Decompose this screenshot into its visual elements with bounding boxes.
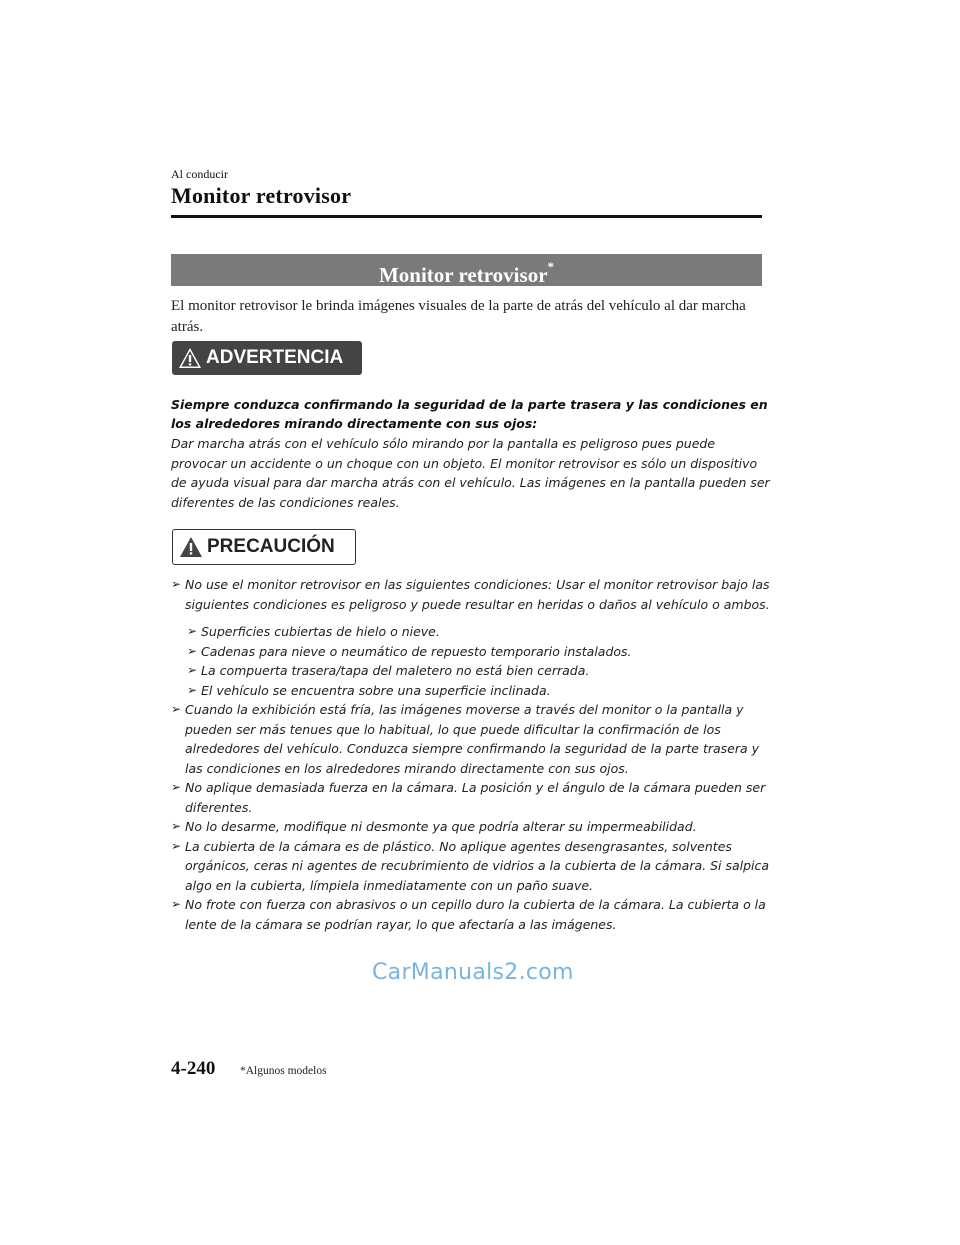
caution-triangle-icon <box>179 536 203 558</box>
section-kicker: Al conducir <box>171 167 228 181</box>
warning-badge <box>172 341 362 375</box>
arrow-bullet-icon: ➢ <box>171 838 182 853</box>
caution-badge <box>172 529 356 565</box>
arrow-bullet-icon: ➢ <box>171 819 182 833</box>
caution-label: PRECAUCIÓN <box>207 536 335 557</box>
warning-body: Dar marcha atrás con el vehículo sólo mirando por la pantalla es peligroso pues puede provocar un accidente o un choque con un objeto. El monitor retrovisor es sólo un dispositivo de ayuda visual para dar marcha atrás con el vehículo. Las imágenes en la pantalla pueden ser diferentes de las condiciones reales. <box>171 436 770 510</box>
list-item: ➢ No aplique demasiada fuerza en la cámara. La posición y el ángulo de la cámara pueden ser diferentes. <box>171 780 766 815</box>
warning-heading: Siempre conduzca confirmando la seguridad de la parte trasera y las condiciones en los alrededores mirando directamente con sus ojos: <box>171 397 768 431</box>
arrow-bullet-icon: ➢ <box>171 702 182 716</box>
warning-triangle-icon <box>178 347 202 369</box>
page-title: Monitor retrovisor <box>171 183 352 208</box>
caution-list <box>171 575 771 934</box>
section-banner <box>171 254 762 286</box>
arrow-bullet-icon: ➢ <box>171 897 182 911</box>
list-item: ➢ No use el monitor retrovisor en las siguientes condiciones: Usar el monitor retrovisor bajo las siguientes condiciones es peligroso y puede resultar en heridas o daños al vehículo o ambos. <box>171 577 770 612</box>
list-item: ➢ No frote con fuerza con abrasivos o un cepillo duro la cubierta de la cámara. La cubierta o la lente de la cámara se podrían rayar, lo que afectaría a las imágenes. <box>171 897 766 932</box>
arrow-bullet-icon: ➢ <box>187 663 198 677</box>
arrow-bullet-icon: ➢ <box>187 643 198 658</box>
warning-label: ADVERTENCIA <box>206 347 344 368</box>
banner-footnote-mark: * <box>547 259 555 274</box>
watermark-link[interactable]: CarManuals2.com <box>372 960 574 985</box>
page-number: 4-240 <box>171 1058 216 1079</box>
title-rule <box>171 215 762 218</box>
arrow-bullet-icon: ➢ <box>187 624 198 638</box>
arrow-bullet-icon: ➢ <box>171 780 182 794</box>
sub-list-item: ➢ Superficies cubiertas de hielo o nieve. <box>171 622 771 642</box>
list-item: ➢ La cubierta de la cámara es de plástico. No aplique agentes desengrasantes, solventes orgánicos, ceras ni agentes de recubrimiento de vidrios a la cubierta de la cámara. Si salpica algo en la cubierta, límpiela inmediatamente con un paño suave. <box>171 838 770 893</box>
footnote: *Algunos modelos <box>240 1065 327 1077</box>
list-item: ➢ Cuando la exhibición está fría, las imágenes moverse a través del monitor o la pantalla y pueden ser más tenues que lo habitual, lo que puede dificultar la confirmación de los alrededores del vehículo. Conduzca siempre confirmando la seguridad de la parte trasera y las condiciones en los alrededores mirando directamente con sus ojos. <box>171 702 760 776</box>
list-item: ➢ No lo desarme, modifique ni desmonte ya que podría alterar su impermeabilidad. <box>171 817 771 837</box>
arrow-bullet-icon: ➢ <box>171 577 182 591</box>
arrow-bullet-icon: ➢ <box>187 682 198 697</box>
sub-list-item: ➢ Cadenas para nieve o neumático de repuesto temporario instalados. <box>171 642 771 662</box>
sub-list-item: ➢ El vehículo se encuentra sobre una superficie inclinada. <box>171 681 771 701</box>
intro-paragraph: El monitor retrovisor le brinda imágenes visuales de la parte de atrás del vehículo al dar marcha atrás. <box>171 298 746 335</box>
banner-title: Monitor retrovisor <box>378 263 548 287</box>
sub-list-item: ➢ La compuerta trasera/tapa del maletero no está bien cerrada. <box>171 661 771 681</box>
